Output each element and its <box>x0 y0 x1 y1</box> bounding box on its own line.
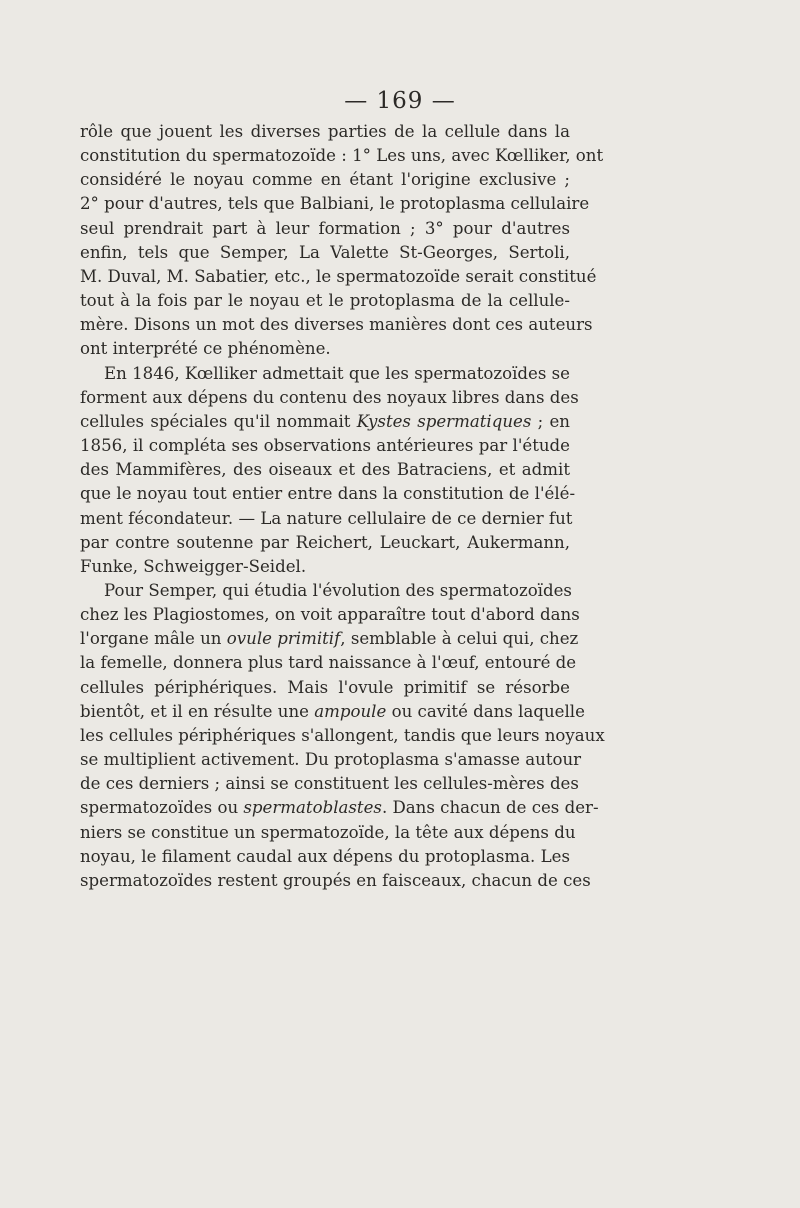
paragraph-1 <box>80 120 604 362</box>
text-line: ment fécondateur. — La nature cellulaire de ce dernier fut <box>80 508 573 528</box>
italic-term: Kystes spermatiques <box>356 411 532 431</box>
text-line-mixed <box>80 627 579 651</box>
text-line: enfin, tels que Semper, La Valette St-Georges, Sertoli, <box>80 242 570 262</box>
text-line-mixed <box>80 700 585 724</box>
text-line: la femelle, donnera plus tard naissance à l'œuf, entouré de <box>80 653 577 673</box>
text-line: chez les Plagiostomes, on voit apparaître tout d'abord dans <box>80 605 580 625</box>
paragraph-3 <box>80 579 605 893</box>
text-line: 2° pour d'autres, tels que Balbiani, le protoplasma cellulaire <box>80 194 590 214</box>
text-segment: ; en <box>531 411 570 431</box>
text-line: constitution du spermatozoïde : 1° Les uns, avec Kœlliker, ont <box>80 146 604 166</box>
italic-term: spermatoblastes <box>243 798 382 818</box>
text-line: que le noyau tout entier entre dans la constitution de l'élé- <box>80 484 576 504</box>
text-line: Pour Semper, qui étudia l'évolution des spermatozoïdes <box>104 580 572 600</box>
body-text <box>80 120 605 893</box>
text-segment: spermatozoïdes ou <box>80 798 244 818</box>
text-line: Funke, Schweigger-Seidel. <box>80 556 307 576</box>
text-line: par contre soutenne par Reichert, Leuckart, Aukermann, <box>80 532 570 552</box>
text-line: En 1846, Kœlliker admettait que les spermatozoïdes se <box>104 363 570 383</box>
text-line: se multiplient activement. Du protoplasma s'amasse autour <box>80 750 582 770</box>
text-line: rôle que jouent les diverses parties de la cellule dans la <box>80 122 570 141</box>
text-line: cellules périphériques. Mais l'ovule primitif se résorbe <box>80 677 570 697</box>
text-line: 1856, il compléta ses observations antérieures par l'étude <box>80 436 570 456</box>
text-line: forment aux dépens du contenu des noyaux libres dans des <box>80 387 579 407</box>
text-line: noyau, le filament caudal aux dépens du protoplasma. Les <box>80 846 570 866</box>
text-segment: . Dans chacun de ces der- <box>381 798 599 818</box>
italic-term: ampoule <box>314 701 387 721</box>
text-line: spermatozoïdes restent groupés en faisceaux, chacun de ces <box>80 870 591 890</box>
text-segment: l'organe mâle un <box>80 629 227 649</box>
text-segment: bientôt, et il en résulte une <box>80 701 315 721</box>
text-line-mixed <box>80 796 599 820</box>
text-segment: , semblable à celui qui, chez <box>340 629 579 649</box>
text-line: tout à la fois par le noyau et le protoplasma de la cellule- <box>80 291 570 311</box>
text-line: M. Duval, M. Sabatier, etc., le spermatozoïde serait constitué <box>80 266 597 286</box>
text-line-mixed <box>80 410 570 434</box>
italic-term: ovule primitif <box>226 629 341 649</box>
text-line: seul prendrait part à leur formation ; 3° pour d'autres <box>80 218 570 238</box>
text-line: les cellules périphériques s'allongent, tandis que leurs noyaux <box>80 725 605 745</box>
text-line: de ces derniers ; ainsi se constituent les cellules-mères des <box>80 774 579 794</box>
text-line: niers se constitue un spermatozoïde, la tête aux dépens du <box>80 822 576 842</box>
text-line: considéré le noyau comme en étant l'origine exclusive ; <box>80 170 570 190</box>
text-segment: cellules spéciales qu'il nommait <box>80 411 357 431</box>
paragraph-2 <box>80 362 579 579</box>
text-line: mère. Disons un mot des diverses manières dont ces auteurs <box>80 315 593 335</box>
page-number: — 169 — <box>344 88 456 114</box>
text-line: des Mammifères, des oiseaux et des Batraciens, et admit <box>80 460 570 480</box>
text-line: ont interprété ce phénomène. <box>80 339 331 359</box>
text-segment: ou cavité dans laquelle <box>386 701 585 721</box>
